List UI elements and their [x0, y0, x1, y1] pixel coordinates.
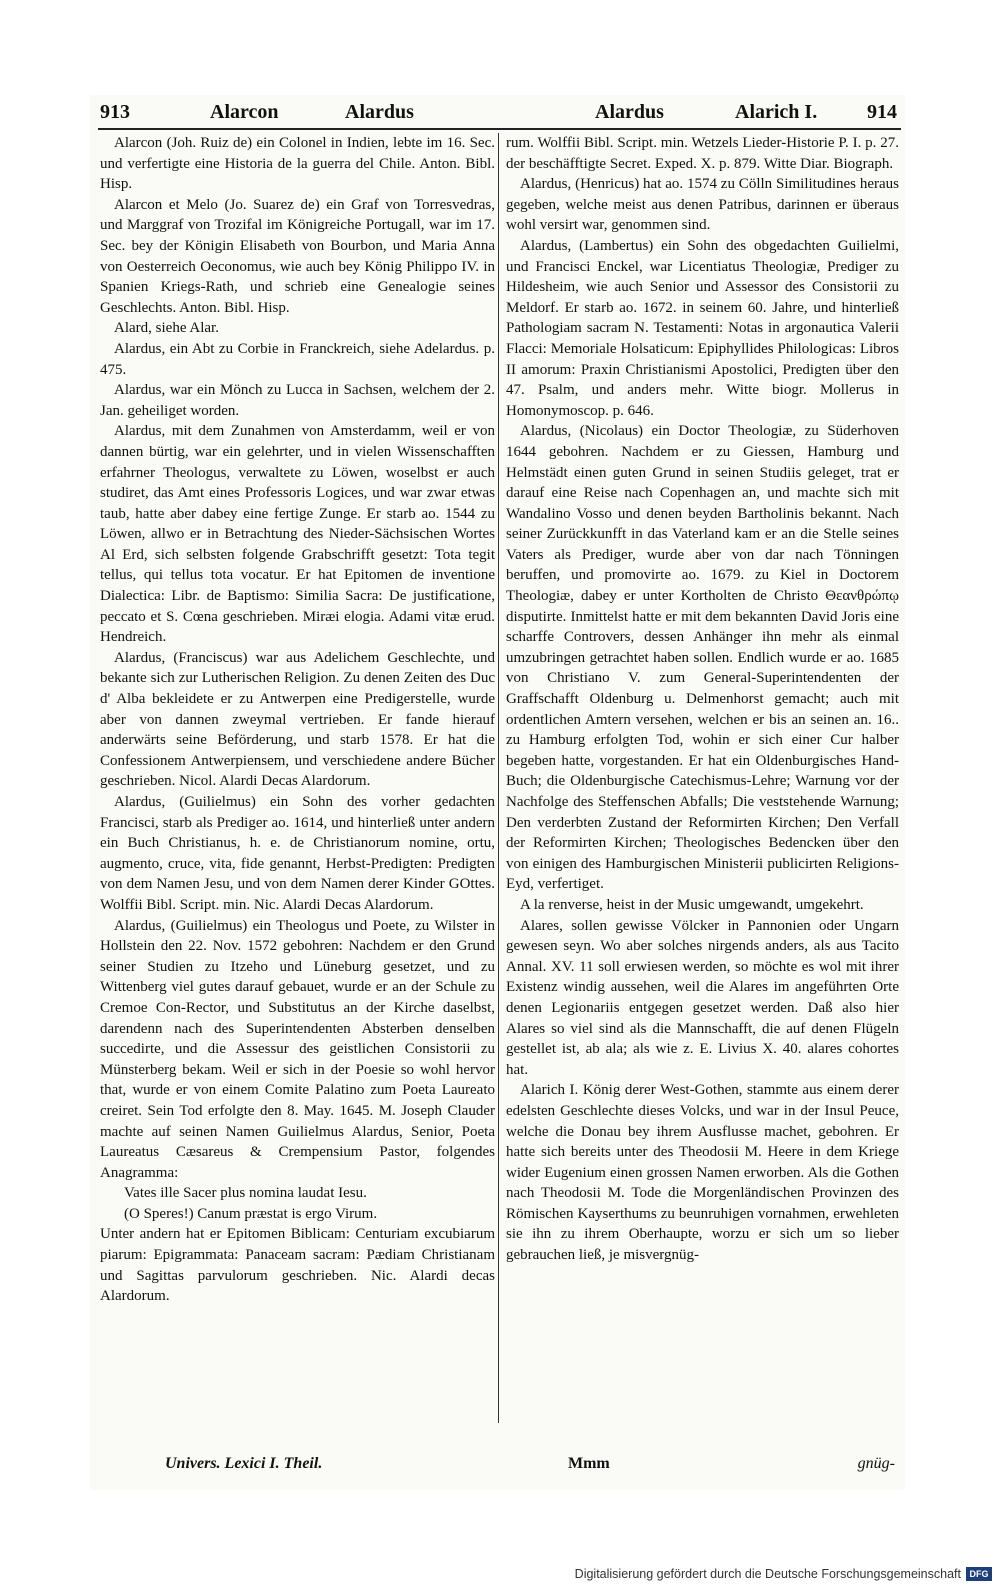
left-column [100, 133, 495, 1433]
catchword: gnüg- [857, 1455, 895, 1472]
entry-alarich: Alarich I. König derer West-Gothen, stammte aus einem derer edelsten Geschlechte dieses Volcks, und war in der Insul Peuce, welche die Donau bey ihrem Ausflusse machet, gebohren. Er hatte sich bereits unter des Theodosii M. Heere in dem Kriege wider Eugenium einen grossen Namen erworben. Als die Gothen nach Theodosii M. Tode die Morgenländischen Provinzen des Römischen Kayserthums zu beunruhigen vornahmen, erwehleten sie ihn zu ihrem Oberhaupte, worzu er sich um so lieber gebrauchen ließ, je misvergnüg- [506, 1082, 899, 1264]
entry-a-la-renverse: A la renverse, heist in der Music umgewandt, umgekehrt. [520, 896, 864, 913]
entry-continuation: Unter andern hat er Epitomen Biblicam: Centuriam excubiarum piarum: Epigrammata: Panaceam sacram: Pædiam Christianam und Sagittas parvulorum geschrieben. Nic. Alardi decas Alardorum. [100, 1226, 495, 1305]
entry-alardus-abt: Alardus, ein Abt zu Corbie in Franckreich, siehe Adelardus. p. 475. [100, 340, 495, 378]
book-page [90, 95, 905, 1490]
credit-text: Digitalisierung gefördert durch die Deutsche Forschungsgemeinschaft [574, 1567, 961, 1581]
right-headword-first: Alardus [595, 101, 664, 123]
left-headword-first: Alarcon [210, 101, 279, 123]
entry-alardus-guilielmus-1: Alardus, (Guilielmus) ein Sohn des vorher gedachten Francisci, starb als Prediger ao. 1614, und hinterließ unter andern ein Buch Christianus, h. e. de Christianorum nomine, ortu, augmento, cruce, vita, fide genannt, Herbst-Predigten: Predigten von dem Namen Jesu, und von dem Namen derer Kinder GOttes. Wolffii Bibl. Script. min. Nic. Alardi Decas Alardorum. [100, 794, 495, 913]
entry-alardus-lambertus: Alardus, (Lambertus) ein Sohn des obgedachten Guilielmi, und Francisci Enckel, war Licentiatus Theologiæ, Prediger zu Hildesheim, wie auch Senior und Assessor des Consistorii zu Meldorf. Er starb ao. 1672. in seinem 60. Jahre, und hinterließ Pathologiam sacram N. Testamenti: Notas in argonautica Valerii Flacci: Memoriale Holsaticum: Epiphyllides Philologicas: Libros II amorum: Praxin Christianismi Apostolici, Predigten über den 47. Psalm, und anders mehr. Witte biogr. Mollerus in Homonymoscop. p. 646. [506, 237, 899, 419]
signature-line: Univers. Lexici I. Theil. [165, 1455, 323, 1472]
anagram-line-2: (O Speres!) Canum præstat is ergo Virum. [124, 1205, 378, 1222]
dfg-logo-icon: DFG [966, 1567, 992, 1581]
entry-alardus-franciscus: Alardus, (Franciscus) war aus Adelichem Geschlechte, und bekante sich zur Lutherischen Religion. Zu denen Zeiten des Duc d' Alba bekleidete er zu Antwerpen eine Predigerstelle, wurde aber von dannen zweymal vertrieben. Er fande hierauf anderwärts seine Beförderung, und starb 1578. Er hat die Confessionem Antwerpiensem, und verschiedene andere Bücher geschrieben. Nicol. Alardi Decas Alardorum. [100, 649, 495, 790]
entry-alares: Alares, sollen gewisse Völcker in Pannonien oder Ungarn gewesen seyn. Wo aber solches nirgends anders, als aus Tacito Annal. XV. 11 soll erwiesen werden, so möchte es wol mit ihrer Existenz windig aussehen, weil die Alares im angeführten Orte denen Legionariis entgegen gesetzet werden. Daß also hier Alares so viel sind als die Mannschafft, die auf denen Flügeln gestellet ist, ab ala; als wie z. E. Livius X. 40. alares cohortes hat. [506, 917, 899, 1078]
entry-alardus-amsterdam: Alardus, mit dem Zunahmen von Amsterdamm, weil er von dannen bürtig, war ein gelehrter, und in vielen Wissenschafften erfahrner Theologus, verwaltete zu Löwen, woselbst er auch studiret, das Amt eines Professoris Logices, und war zwar etwas taub, hatte aber dabey eine fertige Zunge. Er starb ao. 1544 zu Löwen, allwo er in Betrachtung des Nieder-Sächsischen Wortes Al Erd, sich selbsten folgende Grabschrifft gesetzt: Tota tegit tellus, qui tellus tota vocatur. Er hat Epitomen de inventione Dialectica: Libr. de Baptismo: Similia Sacra: De justificatione, peccato et S. Cœna geschrieben. Miræi elogia. Adami vitæ erud. Hendreich. [100, 423, 495, 646]
entry-alardus-guilielmus-2: Alardus, (Guilielmus) ein Theologus und Poete, zu Wilster in Hollstein den 22. Nov. 1572 gebohren: Nachdem er den Grund seiner Studien zu Itzeho und Lüneburg gesetzet, und zu Wittenberg viel gutes darauf gebauet, wurde er an der Schule zu Cremoe Con-Rector, und Substitutus an der Kirche daselbst, darendenn nach des Superintendenten Absterben denselben succedirte, und die Assessur des geistlichen Consistorii zu Münsterberg bekam. Weil er sich in der Poesie so wohl hervor that, wurde er von einem Comite Palatino zum Poeta Laureato creiret. Sein Tod erfolgte den 8. May. 1645. M. Joseph Clauder machte auf seinen Namen Guilielmus Alardus, Senior, Poeta Laureatus Cæsareus & Crempensium Pastor, folgendes Anagramma: [100, 917, 495, 1181]
left-headword-last: Alardus [345, 101, 414, 123]
entry-continued-from-left: rum. Wolffii Bibl. Script. min. Wetzels Lieder-Historie P. I. p. 27. der beschäfftigte Secret. Exped. X. p. 879. Witte Diar. Biograph. [506, 135, 899, 172]
right-column [506, 133, 899, 1433]
entry-alard: Alard, siehe Alar. [114, 320, 219, 337]
right-headword-last: Alarich I. [735, 101, 818, 123]
signature-mark: Mmm [568, 1455, 610, 1472]
digitization-credit [575, 1565, 992, 1583]
column-divider [498, 133, 499, 1423]
entry-alarcon: Alarcon (Joh. Ruiz de) ein Colonel in Indien, lebte im 16. Sec. und verfertigte eine Historia de la guerra del Chile. Anton. Bibl. Hisp. [100, 135, 495, 193]
entry-alarcon-et-melo: Alarcon et Melo (Jo. Suarez de) ein Graf von Torresvedras, und Marggraf von Trozifal im Königreiche Portugall, war im 17. Sec. bey der Königin Elisabeth von Bourbon, und Maria Anna von Oesterreich Oeconomus, wie auch bey König Philippo IV. in Spanien Kriegs-Rath, und schrieb eine Genealogie seines Geschlechts. Anton. Bibl. Hisp. [100, 196, 495, 316]
entry-alardus-moench: Alardus, war ein Mönch zu Lucca in Sachsen, welchem der 2. Jan. geheiliget worden. [100, 382, 495, 419]
left-page-number: 913 [100, 101, 130, 123]
page-footer [90, 1453, 905, 1483]
running-header [90, 95, 905, 129]
right-page-number: 914 [867, 101, 897, 123]
anagram-line-1: Vates ille Sacer plus nomina laudat Iesu. [124, 1185, 367, 1202]
entry-alardus-nicolaus: Alardus, (Nicolaus) ein Doctor Theologiæ, zu Süderhoven 1644 gebohren. Nachdem er zu Giessen, Hamburg und Helmstädt einen guten Grund in seinen Studiis geleget, trat er darauf eine Reise nach Copenhagen an, und machte sich mit Wandalino Vosso und denen beyden Bartholinis bekannt. Nach seiner Zurückkunfft in das Vaterland kam er an die Stelle seines Vaters als Prediger, wurde aber von dar nach Tönningen beruffen, und promovirte ao. 1679. zu Kiel in Doctorem Theologiæ, dabey er unter Kortholten de Christo Θεανθρώπῳ disputirte. Inmittelst hatte er mit dem bekannten David Joris eine scharffe Controvers, dessen Anhänger ihn mehr als einmal umzubringen getrachtet haben sollen. Endlich wurde er ao. 1685 von Christiano V. zum General-Superintendenten der Graffschafft Oldenburg u. Delmenhorst gemacht; auch mit ordentlichen Amtern versehen, welchen er bis an seinen an. 16.. zu Hamburg erfolgten Tod, wohin er sich einer Cur halber begeben hatte, vorgestanden. Er hat ein Oldenburgisches Hand-Buch; die Oldenburgische Catechismus-Lehre; Warnung vor der Nachfolge des Steffenschen Abfalls; Die veststehende Warnung; Den verderbten Zustand der Reformirten Kirchen; Den Verfall der Reformirten Kirchen; Theologisches Bedencken über den von einigen des Hamburgischen Ministerii publicirten Religions-Eyd, verfertiget. [506, 423, 899, 893]
entry-alardus-henricus: Alardus, (Henricus) hat ao. 1574 zu Cölln Similitudines heraus gegeben, welche meist aus denen Patribus, darinnen er überaus wohl versirt war, genommen sind. [506, 176, 899, 234]
header-rule [98, 128, 901, 130]
